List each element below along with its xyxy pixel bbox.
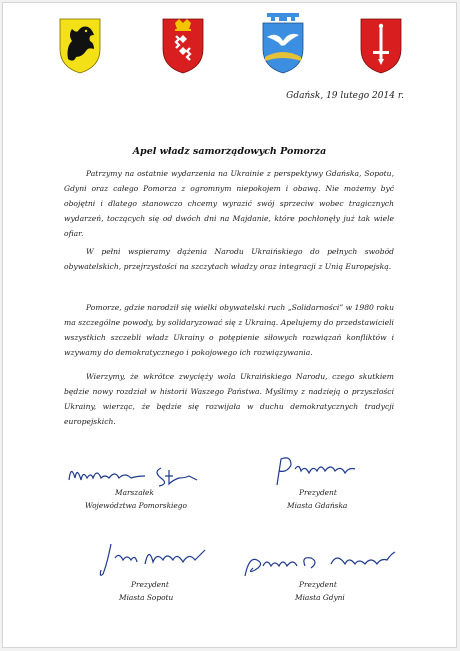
paragraph-1: Patrzymy na ostatnie wydarzenia na Ukrainie z perspektywy Gdańska, Sopotu, Gdyni oraz całego Pomorza z ogromnym niepokojem i obawą. Nie możemy być obojętni i dlatego stanowczo chcemy wyrazić swój sprzeciw wobec tragicznych wydarzeń, toczących się od dwóch dni na Majdanie, które pochłonęły już tak wiele ofiar. <box>64 169 394 238</box>
signature-gdansk <box>271 453 361 489</box>
signature-3-org: Miasta Sopotu <box>119 593 174 602</box>
signature-4-role: Prezydent <box>299 580 337 589</box>
signature-3-role: Prezydent <box>131 580 169 589</box>
signature-marshal <box>65 458 205 492</box>
signature-2-org: Miasta Gdańska <box>287 501 348 510</box>
griffin-crest-icon <box>58 17 102 75</box>
paragraph-3: Pomorze, gdzie narodził się wielki obywatelski ruch „Solidarności” w 1980 roku ma szczególne powody, by solidaryzować się z Ukrainą. Apelujemy do przedstawicieli wszystkich szczebli władz Ukrainy o potępienie siłowych rozwiązań konfliktów i wzywamy do demokratycznego i pokojowego ich rozwiązywania. <box>64 303 394 357</box>
letter-page <box>2 2 457 648</box>
seagull-crest-icon <box>261 11 305 75</box>
letter-title: Apel władz samorządowych Pomorza <box>132 146 327 157</box>
gdansk-crest-icon <box>161 17 205 75</box>
signature-1-org: Województwa Pomorskiego <box>85 501 187 510</box>
paragraph-4: Wierzymy, że wkrótce zwycięży wola Ukraińskiego Narodu, czego skutkiem będzie nowy rozdział w historii Waszego Państwa. Myślimy z nadzieją o przyszłości Ukrainy, wierząc, że będzie się rozwijała w duchu demokratycznych tradycji europejskich. <box>64 372 394 426</box>
signature-4-org: Miasta Gdyni <box>295 593 345 602</box>
signature-1-role: Marszałek <box>115 488 154 497</box>
paragraph-2: W pełni wspieramy dążenia Narodu Ukraińskiego do pełnych swobód obywatelskich, przejrzystości na szczytach władzy oraz integracji z Unią Europejską. <box>64 247 394 271</box>
signature-sopot <box>97 540 212 580</box>
sword-crest-icon <box>359 17 403 75</box>
letter-date: Gdańsk, 19 lutego 2014 r. <box>286 91 404 101</box>
signature-gdynia <box>241 546 401 582</box>
signature-2-role: Prezydent <box>299 488 337 497</box>
